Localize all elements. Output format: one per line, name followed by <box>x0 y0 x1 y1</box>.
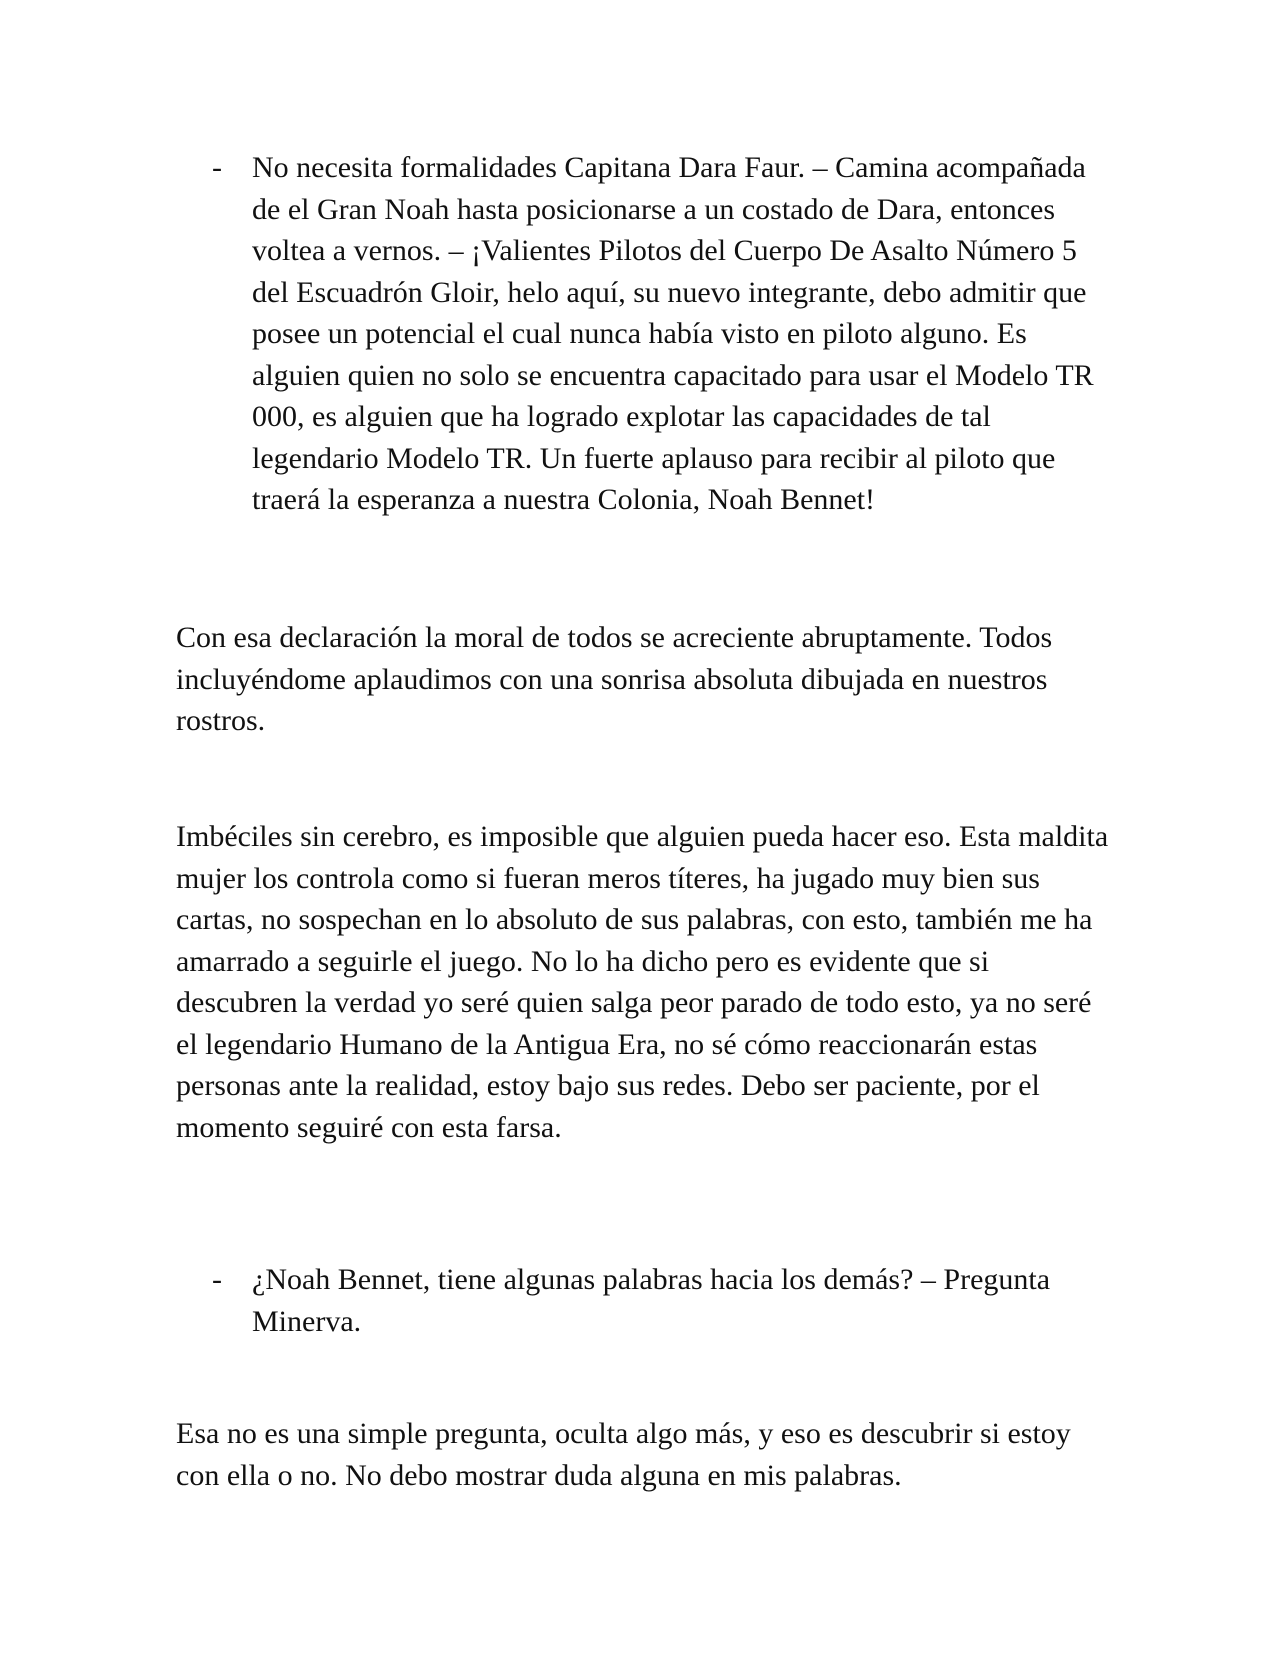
paragraph: Con esa declaración la moral de todos se acreciente abruptamente. Todos incluyéndome aplaudimos con una sonrisa absoluta dibujada en nuestros rostros. <box>176 621 1053 737</box>
dialogue-text: No necesita formalidades Capitana Dara Faur. – Camina acompañada de el Gran Noah hasta posicionarse a un costado de Dara, entonces voltea a vernos. – ¡Valientes Pilotos del Cuerpo De Asalto Número 5 del Escuadrón Gloir, helo aquí, su nuevo integrante, debo admitir que posee un potencial el cual nunca había visto en piloto alguno. Es alguien quien no solo se encuentra capacitado para usar el Modelo TR 000, es alguien que ha logrado explotar las capacidades de tal legendario Modelo TR. Un fuerte aplauso para recibir al piloto que traerá la esperanza a nuestra Colonia, Noah Bennet! <box>252 151 1094 516</box>
dialogue-line <box>176 147 1116 521</box>
paragraph: Imbéciles sin cerebro, es imposible que alguien pueda hacer eso. Esta maldita mujer los controla como si fueran meros títeres, ha jugado muy bien sus cartas, no sospechan en lo absoluto de sus palabras, con esto, también me ha amarrado a seguirle el juego. No lo ha dicho pero es evidente que si descubren la verdad yo seré quien salga peor parado de todo esto, ya no seré el legendario Humano de la Antigua Era, no sé cómo reaccionarán estas personas ante la realidad, estoy bajo sus redes. Debo ser paciente, por el momento seguiré con esta farsa. <box>176 820 1109 1144</box>
dialogue-dash: - <box>212 151 222 184</box>
dialogue-dash: - <box>212 1263 222 1296</box>
dialogue-line <box>176 1259 1116 1342</box>
dialogue-text: ¿Noah Bennet, tiene algunas palabras hacia los demás? – Pregunta Minerva. <box>252 1263 1051 1338</box>
paragraph: Esa no es una simple pregunta, oculta algo más, y eso es descubrir si estoy con ella o no. No debo mostrar duda alguna en mis palabras. <box>176 1417 1071 1492</box>
